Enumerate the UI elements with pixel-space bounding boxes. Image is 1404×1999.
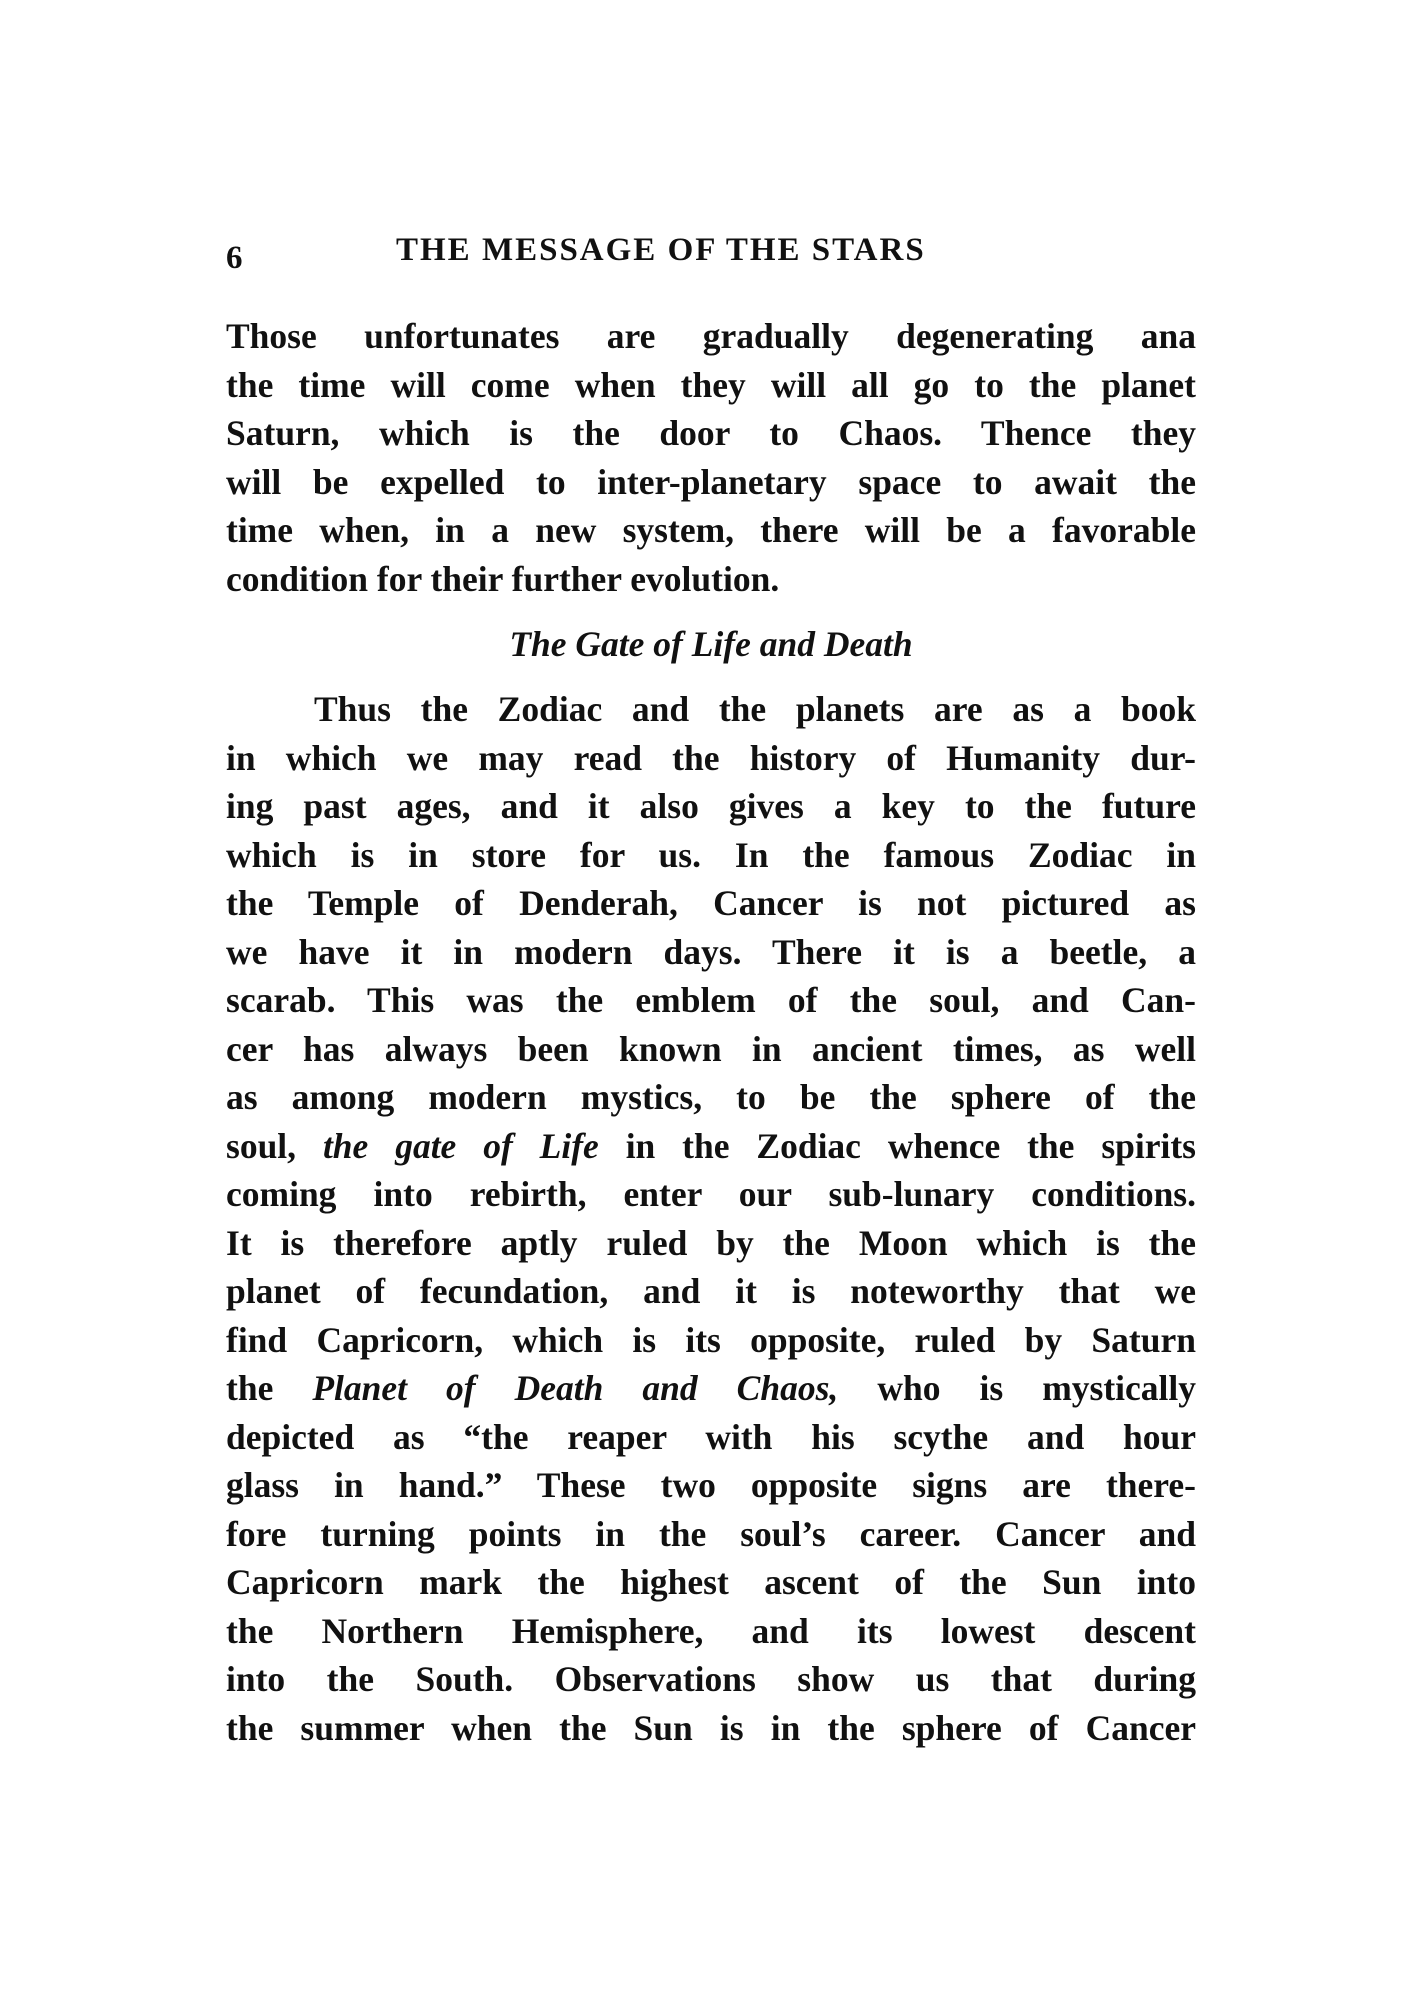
- text-line: fore turning points in the soul’s career. Cancer and: [226, 1513, 1196, 1554]
- text-line: which is in store for us. In the famous Zodiac in: [226, 834, 1196, 875]
- text-line: Capricorn mark the highest ascent of the Sun into: [226, 1562, 1196, 1602]
- paragraph-2: [226, 685, 1196, 1752]
- text-line: find Capricorn, which is its opposite, ruled by Saturn: [226, 1319, 1196, 1360]
- text-segment: who is mystically: [877, 1368, 1197, 1408]
- section-heading: The Gate of Life and Death: [509, 624, 913, 664]
- page-number: 6: [226, 240, 245, 276]
- text-line: planet of fecundation, and it is noteworthy that we: [226, 1271, 1196, 1311]
- text-line: will be expelled to inter-planetary space to await the: [226, 461, 1196, 502]
- text-line: the Northern Hemisphere, and its lowest descent: [226, 1610, 1196, 1651]
- text-line: Saturn, which is the door to Chaos. Thence they: [226, 413, 1196, 453]
- text-line: depicted as “the reaper with his scythe and hour: [226, 1416, 1196, 1457]
- text-line: [226, 1122, 1196, 1171]
- body-text: [226, 312, 1196, 1752]
- text-line: time when, in a new system, there will be a favorable: [226, 510, 1196, 550]
- text-line: It is therefore aptly ruled by the Moon which is the: [226, 1222, 1196, 1263]
- text-line: glass in hand.” These two opposite signs are there-: [226, 1465, 1196, 1505]
- italic-phrase: Planet of Death and Chaos,: [312, 1368, 839, 1408]
- text-segment: soul,: [226, 1125, 297, 1166]
- text-line: ing past ages, and it also gives a key to the future: [226, 786, 1196, 826]
- text-line: Those unfortunates are gradually degenerating ana: [226, 316, 1196, 356]
- text-line: the Temple of Denderah, Cancer is not pictured as: [226, 883, 1196, 923]
- text-line: cer has always been known in ancient times, as well: [226, 1028, 1196, 1069]
- text-line: the time will come when they will all go to the planet: [226, 364, 1196, 405]
- text-line: in which we may read the history of Humanity dur-: [226, 737, 1196, 778]
- paragraph-1: [226, 312, 1196, 603]
- text-line: into the South. Observations show us that during: [226, 1659, 1196, 1699]
- text-line: as among modern mystics, to be the sphere of the: [226, 1077, 1196, 1117]
- text-line: we have it in modern days. There it is a beetle, a: [226, 931, 1196, 972]
- text-segment: in the Zodiac whence the spirits: [625, 1125, 1196, 1166]
- running-head: [226, 232, 1206, 282]
- text-line: coming into rebirth, enter our sub-lunary conditions.: [226, 1174, 1196, 1214]
- text-line: [226, 1364, 1196, 1413]
- text-segment: the: [226, 1368, 274, 1408]
- italic-phrase: the gate of Life: [322, 1125, 599, 1166]
- text-line: condition for their further evolution.: [226, 558, 780, 599]
- running-title: THE MESSAGE OF THE STARS: [396, 232, 926, 268]
- text-line: scarab. This was the emblem of the soul, and Can-: [226, 980, 1196, 1020]
- text-line: Thus the Zodiac and the planets are as a book: [314, 689, 1196, 729]
- text-line: the summer when the Sun is in the sphere of Cancer: [226, 1707, 1196, 1748]
